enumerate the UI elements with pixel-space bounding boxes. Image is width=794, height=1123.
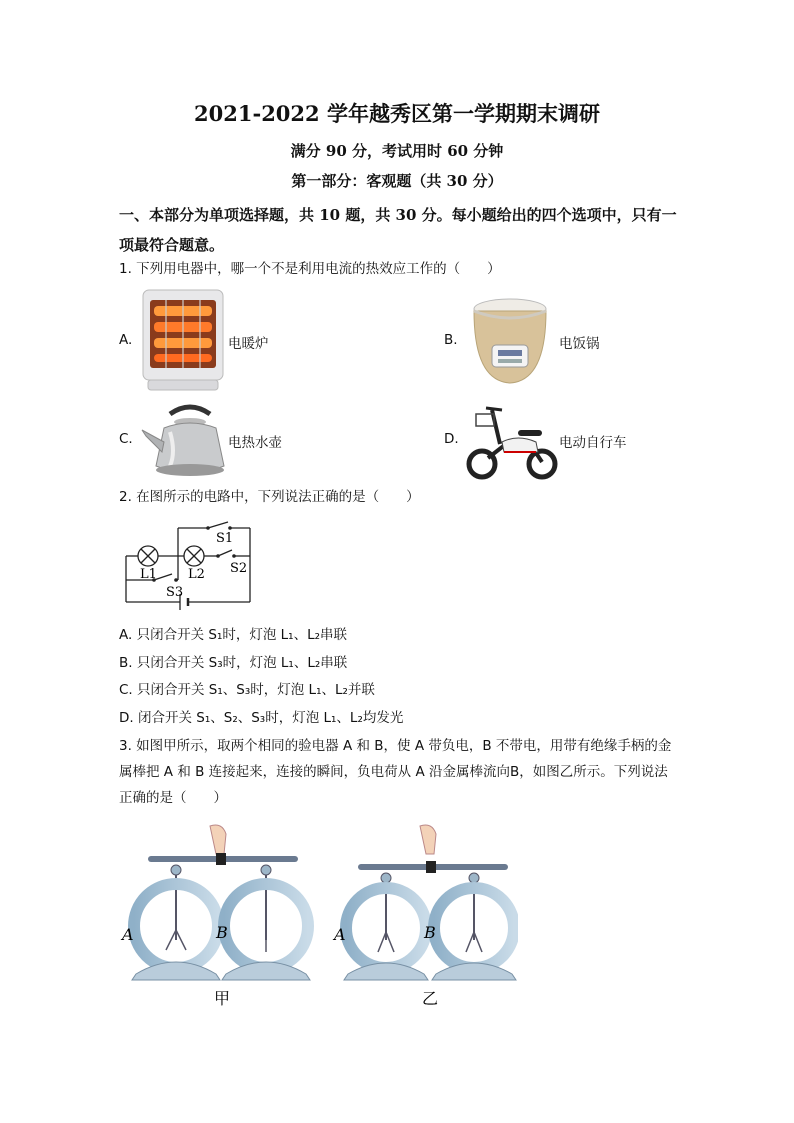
label-s2: S2 [230,561,248,576]
q1-option-b-text: 电饭锅 [559,336,600,352]
label-s3: S3 [166,585,184,600]
q2-option-a: A. 只闭合开关 S₁时，灯泡 L₁、L₂串联 [119,627,348,643]
rice-cooker-icon [468,295,552,387]
q1-option-a-letter: A. [119,332,133,348]
e-bike-icon [466,404,558,480]
label-a-jia: A [122,925,134,944]
lamp-l2 [184,546,204,566]
q1-stem: 1. 下列用电器中，哪一个不是利用电流的热效应工作的（ ） [119,261,501,277]
label-b-yi: B [424,923,436,942]
q1-option-c-letter: C. [119,431,133,447]
lamp-l1 [138,546,158,566]
electroscope-b-yi [432,873,516,980]
label-l1: L1 [140,567,157,582]
page-title: 2021-2022 学年越秀区第一学期期末调研 [194,101,600,126]
section-instructions: 一、本部分为单项选择题，共 10 题，共 30 分。每小题给出的四个选项中，只有一项最符合题意。 [119,206,677,254]
q1-option-b-letter: B. [444,332,458,348]
heater-icon [140,288,226,392]
circuit-diagram [118,518,258,610]
electroscope-figure [118,820,518,1016]
q1-option-c-text: 电热水壶 [228,435,282,451]
label-b-jia: B [216,923,228,942]
q2-stem: 2. 在图所示的电路中，下列说法正确的是（ ） [119,489,420,505]
label-jia: 甲 [214,989,231,1008]
q1-option-d-text: 电动自行车 [559,435,627,451]
label-a-yi: A [334,925,346,944]
hand-jia [210,825,226,854]
electroscope-a-yi [344,873,428,980]
score-line: 满分 90 分，考试用时 60 分钟 [290,142,504,160]
q2-option-c: C. 只闭合开关 S₁、S₃时，灯泡 L₁、L₂并联 [119,682,375,698]
hand-yi [420,825,436,854]
q2-option-d: D. 闭合开关 S₁、S₂、S₃时，灯泡 L₁、L₂均发光 [119,710,404,726]
electroscope-b-jia [222,865,310,980]
q1-option-d-letter: D. [444,431,459,447]
electroscope-a-jia [132,865,220,980]
q2-option-b: B. 只闭合开关 S₃时，灯泡 L₁、L₂串联 [119,655,348,671]
label-l2: L2 [188,567,205,582]
label-yi: 乙 [422,989,439,1008]
q3-stem: 3. 如图甲所示，取两个相同的验电器 A 和 B，使 A 带负电，B 不带电，用带有绝缘手柄的金属棒把 A 和 B 连接起来，连接的瞬间，负电荷从 A 沿金属棒流向B，如图乙所示。下列说法正确的是（ ） [119,738,672,806]
part-heading: 第一部分：客观题（共 30 分） [291,172,503,190]
label-s1: S1 [216,531,234,546]
q1-option-a-text: 电暖炉 [228,336,269,352]
kettle-icon [140,402,232,480]
